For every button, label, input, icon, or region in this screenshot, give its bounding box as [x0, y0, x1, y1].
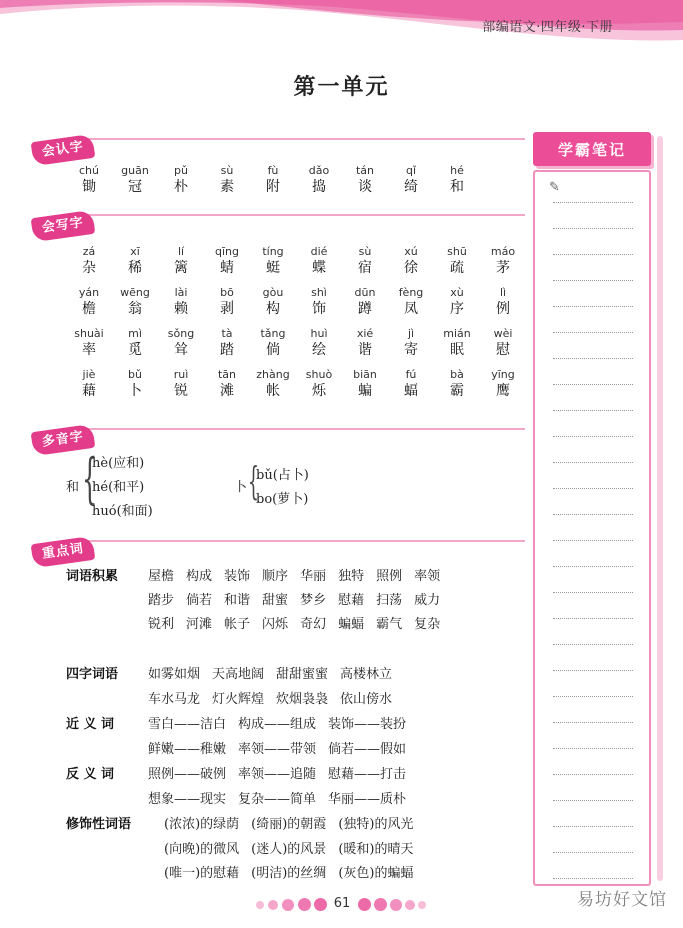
notes-lined-area[interactable] — [533, 170, 651, 886]
hanzi: 觅 — [128, 342, 142, 358]
footer-dot — [256, 901, 264, 909]
hanzi: 稀 — [128, 260, 142, 276]
section-divider — [80, 138, 525, 140]
pinyin: xī — [130, 245, 140, 258]
hanzi: 耸 — [174, 342, 188, 358]
vocab-word: 如雾如烟 — [148, 667, 201, 682]
pinyin: qǐ — [405, 164, 417, 177]
notes-dotted-line — [553, 462, 633, 463]
hanzi: 踏 — [220, 342, 234, 358]
pinyin: zhàng — [256, 368, 290, 381]
char-cell — [480, 327, 526, 359]
char-cell — [434, 286, 480, 318]
pinyin: mì — [128, 327, 142, 340]
footer-dot — [314, 898, 327, 911]
watermark: 易坊好文馆 — [577, 890, 667, 910]
vocab-word: 独特 — [338, 569, 365, 584]
section-divider — [80, 428, 525, 430]
section-tag-recognize: 会认字 — [31, 134, 96, 166]
top-header-band — [0, 0, 683, 46]
pinyin: hé — [450, 164, 464, 177]
char-cell — [66, 286, 112, 318]
vocab-word: 慰藉 — [338, 593, 365, 608]
pinyin: huì — [310, 327, 328, 340]
vocab-label-antonyms: 反 义 词 — [66, 767, 115, 782]
char-cell — [480, 245, 526, 277]
hanzi: 徐 — [404, 260, 418, 276]
pinyin: jiè — [82, 368, 96, 381]
pinyin: shì — [311, 286, 327, 299]
notes-dotted-line — [553, 514, 633, 515]
pinyin: shuò — [305, 368, 333, 381]
hanzi: 饰 — [312, 301, 326, 317]
char-cell — [296, 164, 342, 196]
vocab-line — [148, 713, 418, 732]
vocab-word: 构成——组成 — [238, 717, 317, 732]
char-cell — [112, 327, 158, 359]
hanzi: 慰 — [496, 342, 510, 358]
section-tag-polyphonic: 多音字 — [31, 424, 96, 456]
notes-dotted-line — [553, 488, 633, 489]
vocab-word: 炊烟袅袅 — [276, 692, 329, 707]
notes-dotted-line — [553, 670, 633, 671]
vocab-word: 高楼林立 — [340, 667, 393, 682]
notes-dotted-line — [553, 592, 633, 593]
hanzi: 霸 — [450, 383, 464, 399]
polyphonic-char-bu: 卜 — [234, 480, 248, 495]
pinyin: bà — [450, 368, 464, 381]
char-cell — [342, 368, 388, 400]
notes-header — [533, 132, 651, 166]
char-cell — [250, 245, 296, 277]
notes-dotted-line — [553, 566, 633, 567]
vocab-word: 威力 — [414, 593, 441, 608]
notes-dotted-line — [553, 436, 633, 437]
notes-dotted-line — [553, 254, 633, 255]
char-cell — [342, 286, 388, 318]
pinyin: tǎng — [260, 327, 286, 340]
notes-title: 学霸笔记 — [557, 141, 626, 159]
footer-dot — [418, 901, 426, 909]
char-cell — [296, 368, 342, 400]
vocab-word: 屋檐 — [148, 569, 175, 584]
vocab-word: 鲜嫩——稚嫩 — [148, 742, 227, 757]
vocab-line — [148, 589, 452, 608]
pinyin: tān — [217, 368, 237, 381]
hanzi: 剥 — [220, 301, 234, 317]
notes-dotted-line — [553, 748, 633, 749]
pinyin: biān — [353, 368, 377, 381]
vocab-word: (绮丽)的朝霞 — [251, 817, 327, 832]
vocab-word: 雪白——洁白 — [148, 717, 227, 732]
char-cell — [112, 368, 158, 400]
char-cell — [112, 164, 158, 196]
hanzi: 率 — [82, 342, 96, 358]
hanzi: 茅 — [496, 260, 510, 276]
hanzi: 冠 — [128, 179, 142, 195]
vocab-line — [148, 663, 404, 682]
vocab-line — [164, 862, 425, 881]
footer-dot — [298, 898, 311, 911]
hanzi: 构 — [266, 301, 280, 317]
vocab-label-accumulate: 词语积累 — [66, 569, 119, 584]
brace-icon: { — [82, 447, 98, 510]
char-cell — [204, 327, 250, 359]
vocab-label-synonyms: 近 义 词 — [66, 717, 115, 732]
vocab-word: 甜蜜 — [262, 593, 289, 608]
char-cell — [158, 286, 204, 318]
section-divider — [80, 214, 525, 216]
vocab-label-four-char: 四字词语 — [66, 667, 119, 682]
pinyin: tíng — [262, 245, 284, 258]
vocab-line — [164, 838, 425, 857]
hanzi: 附 — [266, 179, 280, 195]
pinyin: zá — [82, 245, 96, 258]
hanzi: 蝠 — [404, 383, 418, 399]
hanzi: 帐 — [266, 383, 280, 399]
pinyin: qīng — [215, 245, 239, 258]
hanzi: 例 — [496, 301, 510, 317]
hanzi: 蜓 — [266, 260, 280, 276]
char-cell — [204, 368, 250, 400]
vocab-word: (向晚)的微风 — [164, 842, 240, 857]
hanzi: 锐 — [174, 383, 188, 399]
char-cell — [342, 164, 388, 196]
hanzi: 卜 — [128, 383, 142, 399]
footer-dot — [405, 900, 415, 910]
char-cell — [66, 327, 112, 359]
char-cell — [66, 164, 112, 196]
brace-icon: { — [248, 459, 259, 503]
notes-dotted-line — [553, 852, 633, 853]
hanzi: 谐 — [358, 342, 372, 358]
vocab-word: 想象——现实 — [148, 792, 227, 807]
pinyin: pǔ — [174, 164, 188, 177]
vocab-word: (灰色)的蝙蝠 — [338, 866, 414, 881]
pinyin: ruì — [173, 368, 189, 381]
vocab-word: (迷人)的风景 — [251, 842, 327, 857]
pinyin: yán — [78, 286, 100, 299]
vocab-word: 灯火辉煌 — [212, 692, 265, 707]
char-cell — [296, 327, 342, 359]
pinyin: xié — [356, 327, 374, 340]
hanzi: 绘 — [312, 342, 326, 358]
notes-dotted-line — [553, 202, 633, 203]
pinyin: bǔ — [128, 368, 142, 381]
hanzi: 绮 — [404, 179, 418, 195]
pinyin: fú — [405, 368, 417, 381]
hanzi: 凤 — [404, 301, 418, 317]
vocab-word: 复杂——简单 — [238, 792, 317, 807]
section-divider — [80, 540, 525, 542]
char-cell — [112, 245, 158, 277]
footer-dot — [282, 899, 294, 911]
hanzi: 蹲 — [358, 301, 372, 317]
vocab-word: 车水马龙 — [148, 692, 201, 707]
vocab-word: 梦乡 — [300, 593, 327, 608]
char-cell — [342, 245, 388, 277]
pinyin: yīng — [491, 368, 515, 381]
vocab-word: 河滩 — [186, 617, 213, 632]
vocab-word: (唯一)的慰藉 — [164, 866, 240, 881]
char-cell — [388, 286, 434, 318]
vocab-line — [148, 788, 418, 807]
vocab-word: 华丽——质朴 — [328, 792, 407, 807]
hanzi: 捣 — [312, 179, 326, 195]
vocab-word: 顺序 — [262, 569, 289, 584]
char-cell — [66, 245, 112, 277]
hanzi: 篱 — [174, 260, 188, 276]
vocab-word: 照例——破例 — [148, 767, 227, 782]
notes-dotted-line — [553, 306, 633, 307]
unit-title: 第一单元 — [293, 75, 390, 100]
notes-panel — [533, 132, 651, 887]
polyphonic-reading: hé(和平) — [92, 480, 145, 495]
char-cell — [296, 286, 342, 318]
hanzi: 蝙 — [358, 383, 372, 399]
hanzi: 眠 — [450, 342, 464, 358]
vocab-word: 倘若——假如 — [328, 742, 407, 757]
vocab-word: 依山傍水 — [340, 692, 393, 707]
pinyin: chú — [79, 164, 99, 177]
char-cell — [250, 368, 296, 400]
notes-dotted-line — [553, 878, 633, 879]
pinyin: lí — [177, 245, 185, 258]
char-cell — [112, 286, 158, 318]
hanzi: 鹰 — [496, 383, 510, 399]
notes-dotted-line — [553, 826, 633, 827]
pinyin: dié — [310, 245, 328, 258]
notes-dotted-line — [553, 800, 633, 801]
vocab-label-modifiers: 修饰性词语 — [66, 817, 132, 832]
vocab-word: 踏步 — [148, 593, 175, 608]
pinyin: shuài — [74, 327, 104, 340]
vocab-word: 甜甜蜜蜜 — [276, 667, 329, 682]
char-cell — [250, 327, 296, 359]
char-cell — [388, 164, 434, 196]
vocab-word: 照例 — [376, 569, 403, 584]
vocab-word: 率领——带领 — [238, 742, 317, 757]
pinyin: máo — [490, 245, 516, 258]
notes-dotted-line — [553, 410, 633, 411]
char-cell — [434, 327, 480, 359]
footer-dot — [374, 898, 387, 911]
book-title: 部编语文·四年级·下册 — [482, 20, 613, 35]
notes-dotted-line — [553, 332, 633, 333]
hanzi: 疏 — [450, 260, 464, 276]
vocab-word: 装饰——装扮 — [328, 717, 407, 732]
vocab-word: 倘若 — [186, 593, 213, 608]
pinyin: sù — [220, 164, 234, 177]
notes-dotted-line — [553, 228, 633, 229]
vocab-line — [148, 738, 418, 757]
char-cell — [158, 368, 204, 400]
pinyin: sǒng — [167, 327, 195, 340]
pinyin: dǎo — [308, 164, 330, 177]
vocab-word: 蝙蝠 — [338, 617, 365, 632]
pinyin: jì — [407, 327, 415, 340]
notes-dotted-line — [553, 384, 633, 385]
notes-dotted-line — [553, 774, 633, 775]
vocab-word: 复杂 — [414, 617, 441, 632]
vocab-line — [164, 813, 425, 832]
notes-side-strip — [657, 136, 663, 881]
char-cell — [480, 286, 526, 318]
footer-dot — [390, 899, 402, 911]
pinyin: lì — [499, 286, 507, 299]
vocab-line — [148, 688, 404, 707]
pinyin: fù — [267, 164, 279, 177]
notes-dotted-line — [553, 696, 633, 697]
pinyin: guān — [121, 164, 149, 177]
pinyin: wèi — [493, 327, 513, 340]
hanzi: 杂 — [82, 260, 96, 276]
pinyin: wēng — [120, 286, 150, 299]
hanzi: 宿 — [358, 260, 372, 276]
section-tag-keywords: 重点词 — [31, 536, 96, 568]
vocab-word: 构成 — [186, 569, 213, 584]
hanzi: 朴 — [174, 179, 188, 195]
vocab-word: (独特)的风光 — [338, 817, 414, 832]
vocab-word: 慰藉——打击 — [328, 767, 407, 782]
vocab-word: 华丽 — [300, 569, 327, 584]
polyphonic-reading: bo(萝卜) — [256, 492, 309, 507]
hanzi: 谈 — [358, 179, 372, 195]
char-cell — [296, 245, 342, 277]
footer-dot — [268, 900, 278, 910]
hanzi: 素 — [220, 179, 234, 195]
char-cell — [342, 327, 388, 359]
page-number: 61 — [333, 896, 351, 911]
notes-dotted-line — [553, 618, 633, 619]
hanzi: 倘 — [266, 342, 280, 358]
polyphonic-char-he: 和 — [66, 480, 80, 495]
vocab-word: 闪烁 — [262, 617, 289, 632]
vocab-word: 扫荡 — [376, 593, 403, 608]
pinyin: sù — [358, 245, 372, 258]
char-cell — [434, 368, 480, 400]
polyphonic-reading: hè(应和) — [92, 456, 145, 471]
polyphonic-reading: bǔ(占卜) — [256, 468, 309, 483]
pinyin: gòu — [262, 286, 284, 299]
vocab-word: 霸气 — [376, 617, 403, 632]
pinyin: xú — [404, 245, 418, 258]
hanzi: 序 — [450, 301, 464, 317]
char-cell — [158, 164, 204, 196]
char-cell — [66, 368, 112, 400]
char-cell — [434, 164, 480, 196]
char-cell — [388, 245, 434, 277]
hanzi: 和 — [450, 179, 464, 195]
vocab-word: (明洁)的丝绸 — [251, 866, 327, 881]
char-cell — [434, 245, 480, 277]
vocab-word: 锐利 — [148, 617, 175, 632]
notes-dotted-line — [553, 722, 633, 723]
char-cell — [204, 245, 250, 277]
char-cell — [388, 327, 434, 359]
section-tag-write: 会写字 — [31, 210, 96, 242]
hanzi: 翁 — [128, 301, 142, 317]
pinyin: bō — [220, 286, 234, 299]
char-cell — [204, 286, 250, 318]
vocab-word: 率领 — [414, 569, 441, 584]
char-cell — [250, 164, 296, 196]
vocab-word: 和谐 — [224, 593, 251, 608]
char-cell — [250, 286, 296, 318]
pinyin: lài — [174, 286, 188, 299]
char-cell — [480, 368, 526, 400]
hanzi: 烁 — [312, 383, 326, 399]
hanzi: 蜻 — [220, 260, 234, 276]
hanzi: 蝶 — [312, 260, 326, 276]
notes-dotted-line — [553, 358, 633, 359]
hanzi: 滩 — [220, 383, 234, 399]
vocab-word: 帐子 — [224, 617, 251, 632]
char-cell — [388, 368, 434, 400]
footer-dot — [358, 898, 371, 911]
vocab-word: 装饰 — [224, 569, 251, 584]
vocab-line — [148, 763, 418, 782]
vocab-word: 奇幻 — [300, 617, 327, 632]
vocab-word: (浓浓)的绿荫 — [164, 817, 240, 832]
hanzi: 寄 — [404, 342, 418, 358]
polyphonic-reading: huó(和面) — [92, 504, 153, 519]
vocab-line — [148, 565, 452, 584]
char-cell — [204, 164, 250, 196]
pinyin: tán — [355, 164, 375, 177]
notes-dotted-line — [553, 540, 633, 541]
hanzi: 藉 — [82, 383, 96, 399]
hanzi: 锄 — [82, 179, 96, 195]
notes-dotted-line — [553, 644, 633, 645]
char-cell — [158, 327, 204, 359]
vocab-line — [148, 613, 452, 632]
pinyin: tà — [221, 327, 233, 340]
pinyin: fèng — [398, 286, 424, 299]
pinyin: xù — [450, 286, 464, 299]
vocab-word: 天高地阔 — [212, 667, 265, 682]
vocab-word: (暖和)的晴天 — [338, 842, 414, 857]
pinyin: shū — [447, 245, 467, 258]
pencil-icon: ✎ — [549, 180, 560, 195]
char-cell — [158, 245, 204, 277]
hanzi: 檐 — [82, 301, 96, 317]
vocab-word: 率领——追随 — [238, 767, 317, 782]
hanzi: 赖 — [174, 301, 188, 317]
notes-dotted-line — [553, 280, 633, 281]
pinyin: mián — [443, 327, 471, 340]
pinyin: dūn — [354, 286, 376, 299]
